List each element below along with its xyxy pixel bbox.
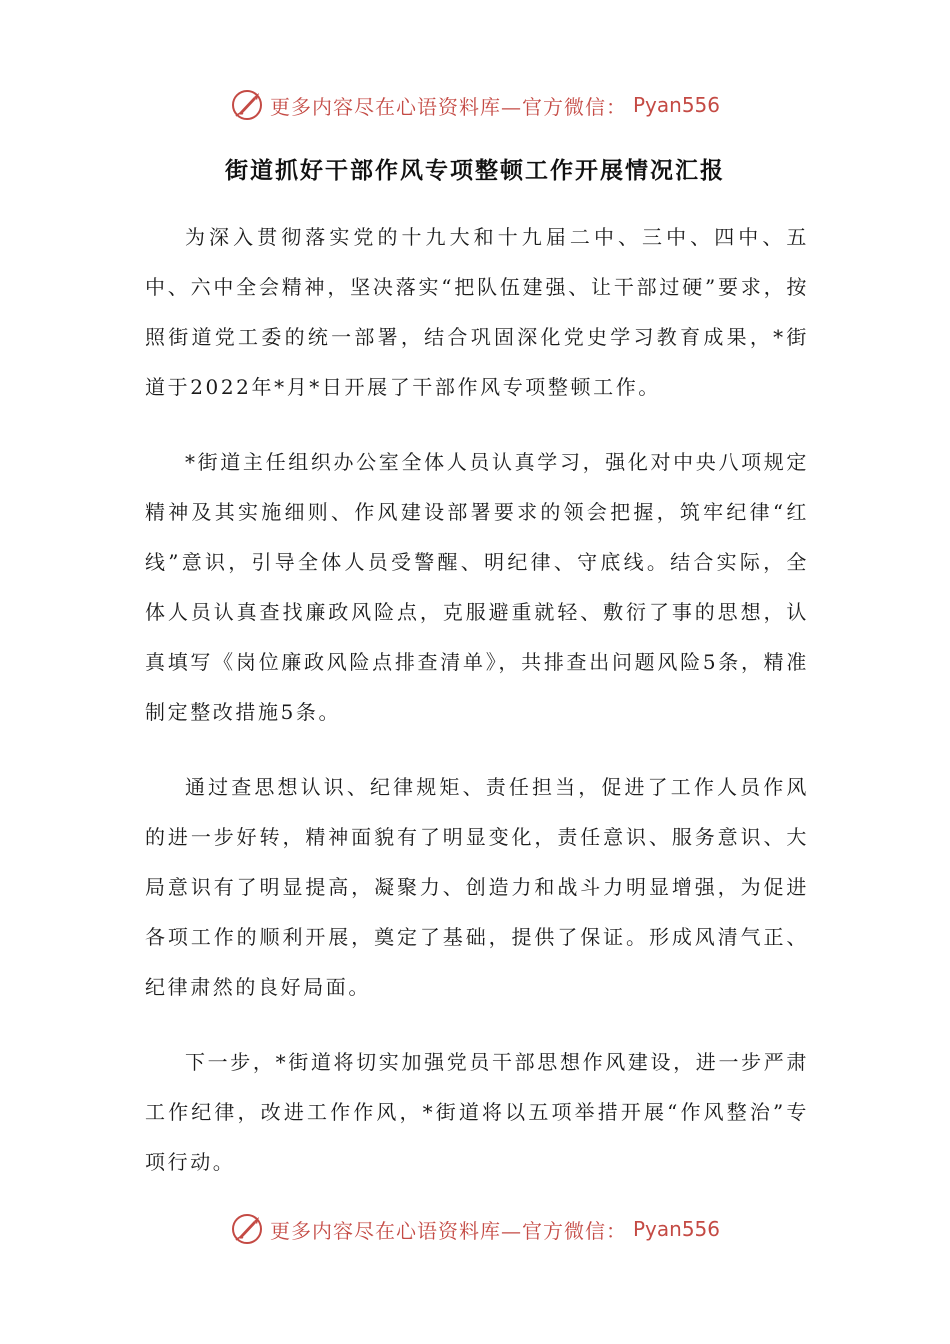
watermark-text: 更多内容尽在心语资料库—官方微信： (269, 94, 627, 119)
paragraph-4: 下一步，*街道将切实加强党员干部思想作风建设，进一步严肃工作纪律，改进工作作风，*街道将以五项举措开展“作风整治”专项行动。 (145, 1050, 809, 1174)
paragraph-2: *街道主任组织办公室全体人员认真学习，强化对中央八项规定精神及其实施细则、作风建设部署要求的领会把握，筑牢纪律“红线”意识，引导全体人员受警醒、明纪律、守底线。结合实际，全体人员认真查找廉政风险点，克服避重就轻、敷衍了事的思想，认真填写《岗位廉政风险点排查清单》，共排查出问题风险5条，精准制定整改措施5条。 (145, 450, 809, 724)
quill-pen-logo-icon (230, 1212, 264, 1246)
document-title: 街道抓好干部作风专项整顿工作开展情况汇报 (225, 158, 725, 184)
quill-pen-logo-icon (230, 88, 264, 122)
paragraph-3: 通过查思想认识、纪律规矩、责任担当，促进了工作人员作风的进一步好转，精神面貌有了明显变化，责任意识、服务意识、大局意识有了明显提高，凝聚力、创造力和战斗力明显增强，为促进各项工作的顺利开展，奠定了基础，提供了保证。形成风清气正、纪律肃然的良好局面。 (145, 775, 809, 999)
header-watermark (0, 88, 950, 122)
watermark-handle: Pyan556 (632, 1217, 720, 1241)
watermark-text: 更多内容尽在心语资料库—官方微信： (269, 1218, 627, 1243)
document-body (145, 212, 809, 1212)
footer-watermark (0, 1212, 950, 1246)
watermark-handle: Pyan556 (632, 93, 720, 117)
paragraph-1: 为深入贯彻落实党的十九大和十九届二中、三中、四中、五中、六中全会精神，坚决落实“把队伍建强、让干部过硬”要求，按照街道党工委的统一部署，结合巩固深化党史学习教育成果，*街道于2022年*月*日开展了干部作风专项整顿工作。 (145, 225, 809, 399)
